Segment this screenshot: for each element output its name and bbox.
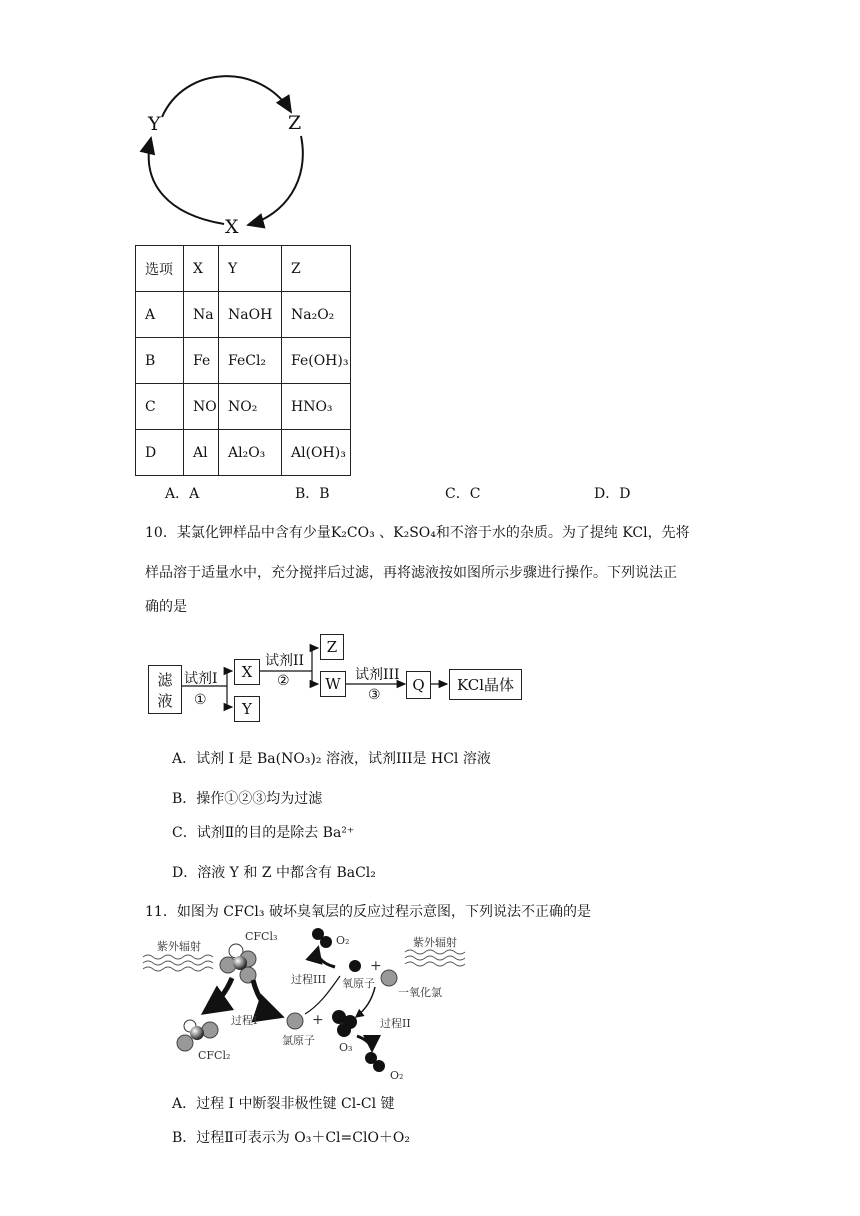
table-cell: HNO₃ — [282, 384, 351, 430]
table-row — [136, 430, 351, 476]
z-box — [320, 634, 344, 660]
table-cell: A — [136, 292, 184, 338]
cfcl2-molecule — [177, 1020, 218, 1051]
cycle-label-z: Z — [288, 112, 302, 134]
q10-stem-line2: 样品溶于适量水中，充分搅拌后过滤，再将滤液按如图所示步骤进行操作。下列说法正 — [145, 565, 677, 581]
q9-choice-d: D．D — [594, 486, 631, 502]
table-cell: Na — [184, 292, 219, 338]
step-3-label: ③ — [368, 687, 381, 703]
uv-waves-right — [405, 950, 465, 966]
uv-label-right: 紫外辐射 — [413, 936, 457, 949]
clo-label: 一氧化氯 — [398, 986, 442, 999]
y-box — [234, 696, 260, 722]
filtrate-label-2: 液 — [157, 691, 173, 710]
cycle-label-y: Y — [148, 113, 161, 135]
table-row — [136, 338, 351, 384]
q9-choice-a: A．A — [165, 486, 200, 502]
uv-waves-left — [143, 955, 213, 971]
o3-label: O₃ — [339, 1041, 353, 1054]
product-box — [449, 669, 522, 700]
table-cell: B — [136, 338, 184, 384]
table-cell: C — [136, 384, 184, 430]
o-atom — [349, 960, 361, 972]
table-cell: Z — [282, 246, 351, 292]
o2-bottom-molecule — [365, 1052, 385, 1072]
process-1-label: 过程I — [231, 1014, 258, 1027]
q10-option-a: A．试剂 I 是 Ba(NO₃)₂ 溶液，试剂III是 HCl 溶液 — [172, 751, 491, 767]
o2-bottom-label: O₂ — [390, 1069, 404, 1082]
arrow-y-to-z — [162, 76, 291, 117]
q10-stem-line3: 确的是 — [145, 599, 187, 615]
table-row — [136, 246, 351, 292]
q10-option-b: B．操作①②③均为过滤 — [172, 791, 323, 807]
o2-top-molecule — [312, 928, 332, 948]
x-label: X — [241, 663, 253, 681]
table-cell: NaOH — [219, 292, 282, 338]
table-cell: NO₂ — [219, 384, 282, 430]
table-cell: NO — [184, 384, 219, 430]
product-label: KCl晶体 — [456, 676, 515, 694]
y-label: Y — [242, 700, 252, 718]
o-atom-label: 氧原子 — [342, 977, 375, 990]
table-cell: Al — [184, 430, 219, 476]
process-3-label: 过程III — [291, 973, 327, 986]
filtrate-box — [148, 665, 182, 714]
table-cell: Fe(OH)₃ — [282, 338, 351, 384]
cfcl3-molecule — [220, 944, 256, 983]
cfcl3-label: CFCl₃ — [245, 930, 278, 943]
filtrate-label-1: 滤 — [157, 670, 173, 689]
cycle-label-x: X — [225, 216, 239, 238]
plus-sign-1: + — [312, 1012, 324, 1028]
arrow-z-to-x — [248, 136, 303, 225]
w-box — [320, 671, 346, 697]
o2-top-label: O₂ — [336, 934, 350, 947]
reagent-2-label: 试剂II — [265, 653, 305, 669]
q11-option-a: A．过程 I 中断裂非极性键 Cl-Cl 键 — [172, 1096, 395, 1112]
process-2-label: 过程II — [380, 1017, 411, 1030]
clo-cl — [381, 970, 397, 986]
table-row — [136, 292, 351, 338]
q10-stem-line1: 10．某氯化钾样品中含有少量K₂CO₃ 、K₂SO₄和不溶于水的杂质。为了提纯 KCl，先将 — [145, 525, 690, 541]
cl-atom-label: 氯原子 — [282, 1034, 315, 1047]
arrow-x-to-y — [149, 138, 224, 224]
cfcl2-label: CFCl₂ — [198, 1049, 231, 1062]
table-cell: Al₂O₃ — [219, 430, 282, 476]
o3-molecule — [332, 1010, 357, 1037]
table-cell: 选项 — [136, 246, 184, 292]
q11-stem: 11．如图为 CFCl₃ 破坏臭氧层的反应过程示意图，下列说法不正确的是 — [145, 904, 591, 920]
table-cell: Fe — [184, 338, 219, 384]
table-cell: Na₂O₂ — [282, 292, 351, 338]
table-cell: X — [184, 246, 219, 292]
table-cell: Y — [219, 246, 282, 292]
plus-sign-2: + — [370, 958, 382, 974]
table-cell: FeCl₂ — [219, 338, 282, 384]
step-1-label: ① — [194, 692, 207, 708]
q11-option-b: B．过程Ⅱ可表示为 O₃＋Cl=ClO＋O₂ — [172, 1130, 411, 1146]
q10-option-c: C．试剂Ⅱ的目的是除去 Ba²⁺ — [172, 825, 355, 841]
q10-option-d: D．溶液 Y 和 Z 中都含有 BaCl₂ — [172, 865, 376, 881]
x-box — [234, 659, 260, 685]
cl-atom — [287, 1013, 303, 1029]
reagent-3-label: 试剂III — [355, 667, 400, 683]
z-label: Z — [326, 638, 338, 656]
q-label: Q — [412, 676, 425, 694]
table-row — [136, 384, 351, 430]
reagent-1-label: 试剂I — [184, 671, 218, 687]
q-box — [406, 671, 431, 699]
table-cell: Al(OH)₃ — [282, 430, 351, 476]
options-table — [135, 245, 351, 476]
table-cell: D — [136, 430, 184, 476]
q9-choice-b: B．B — [295, 486, 330, 502]
uv-label-left: 紫外辐射 — [157, 940, 201, 953]
q9-choice-c: C．C — [445, 486, 481, 502]
step-2-label: ② — [277, 673, 290, 689]
w-label: W — [325, 675, 341, 693]
